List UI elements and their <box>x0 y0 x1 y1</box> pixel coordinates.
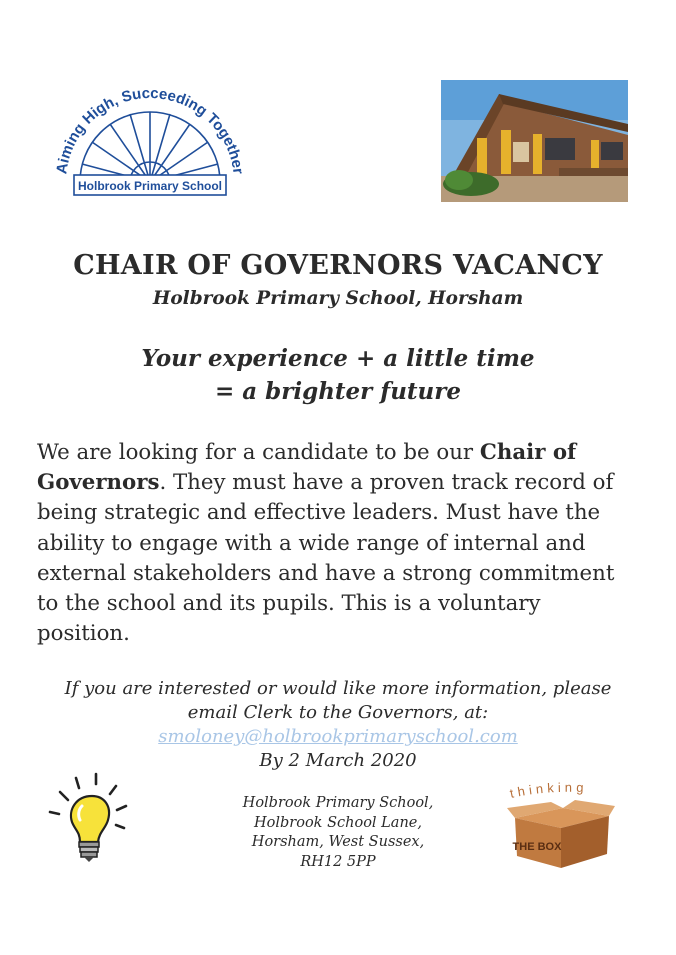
address-line-1: Holbrook Primary School, <box>242 795 434 811</box>
address-line-4: RH12 5PP <box>300 853 376 870</box>
page-title: CHAIR OF GOVERNORS VACANCY <box>73 250 603 281</box>
description-rest: . They must have a proven track record of being strategic and effective leaders. Must have the ability to engage with a wide range of internal and external stakeholders and have a strong commitment to the school and its pupils. This is a voluntary position. <box>37 470 615 647</box>
school-logo <box>52 78 248 198</box>
address-line-2: Holbrook School Lane, <box>254 814 422 831</box>
school-building-photo <box>441 80 628 202</box>
contact-section <box>0 677 676 773</box>
thinking-text: thinking <box>508 779 588 801</box>
box-label: THE BOX <box>512 841 562 853</box>
contact-line-1: If you are interested or would like more information, please <box>64 678 612 699</box>
thinking-outside-the-box-icon <box>505 778 617 870</box>
logo-arc-text: Aiming High, Succeeding Together <box>53 84 247 176</box>
description-intro: We are looking for a candidate to be our <box>37 440 480 465</box>
vacancy-description <box>37 438 637 649</box>
logo-school-name: Holbrook Primary School <box>77 179 223 193</box>
description-role: Chair of Governors <box>37 440 577 496</box>
email-link[interactable]: smoloney@holbrookprimaryschool.com <box>158 726 518 747</box>
tagline-line-1: Your experience + a little time <box>141 345 535 372</box>
tagline <box>0 342 676 408</box>
tagline-line-2: = a brighter future <box>214 378 462 405</box>
deadline: By 2 March 2020 <box>259 750 417 771</box>
page-subtitle: Holbrook Primary School, Horsham <box>152 288 524 309</box>
contact-line-2: email Clerk to the Governors, at: <box>187 702 489 723</box>
address-line-3: Horsham, West Sussex, <box>251 834 425 850</box>
